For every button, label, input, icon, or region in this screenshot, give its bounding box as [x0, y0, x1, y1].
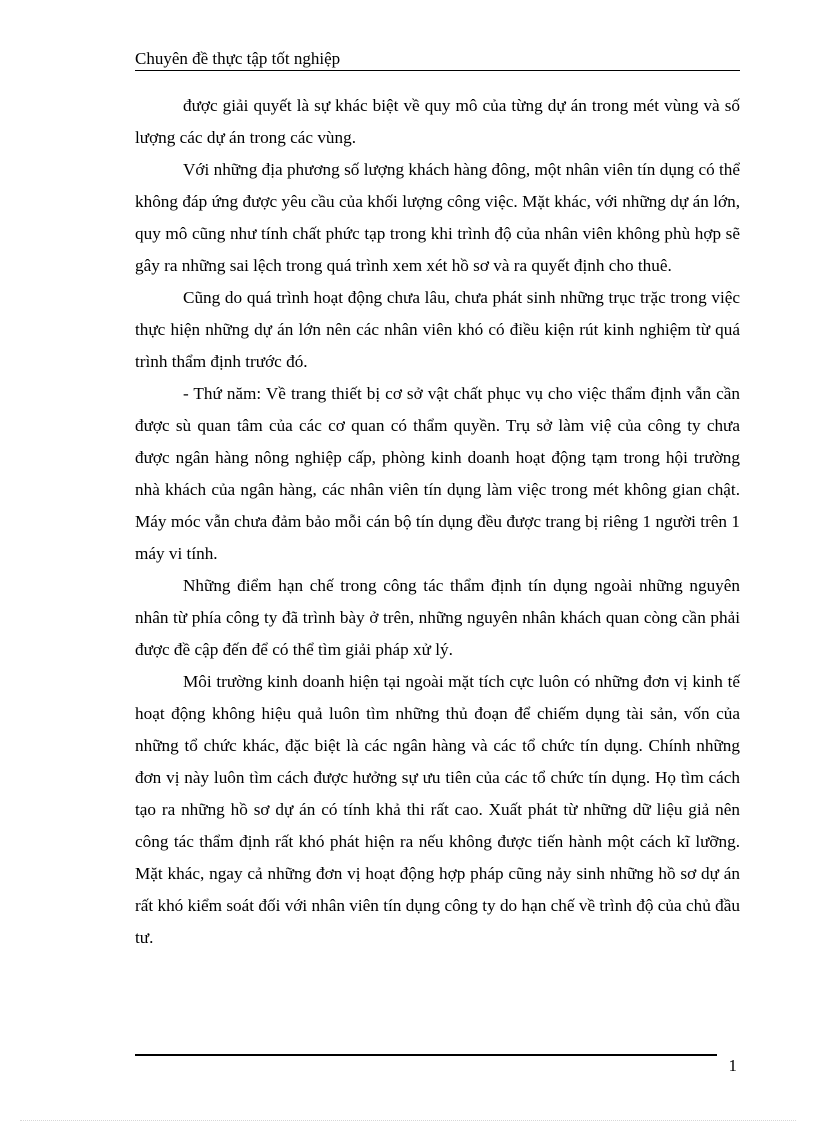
page-edge-divider	[20, 1120, 796, 1121]
header-rule	[135, 70, 740, 71]
paragraph: được giải quyết là sự khác biệt về quy mô của từng dự án trong mét vùng và số lượng các dự án trong các vùng.	[135, 96, 740, 147]
page-header-title: Chuyên đề thực tập tốt nghiệp	[135, 49, 341, 68]
paragraph: - Thứ năm: Về trang thiết bị cơ sở vật chất phục vụ cho việc thẩm định vẫn cần được sù quan tâm của các cơ quan có thẩm quyền. Trụ sở làm việ của công ty chưa được ngân hàng nông nghiệp cấp, phòng kinh doanh hoạt động tạm trong hội trường nhà khách của ngân hàng, các nhân viên tín dụng làm việc trong mét không gian chật. Máy móc vẫn chưa đảm bảo mỗi cán bộ tín dụng đều được trang bị riêng 1 người trên 1 máy vi tính.	[135, 384, 740, 563]
paragraph: Cũng do quá trình hoạt động chưa lâu, chưa phát sinh những trục trặc trong việc thực hiện những dự án lớn nên các nhân viên khó có điều kiện rút kinh nghiệm từ quá trình thẩm định trước đó.	[135, 288, 740, 371]
paragraph: Những điểm hạn chế trong công tác thẩm định tín dụng ngoài những nguyên nhân từ phía công ty đã trình bày ở trên, những nguyên nhân khách quan còng cần phải được đề cập đến để có thể tìm giải pháp xử lý.	[135, 576, 740, 659]
footer-rule	[135, 1054, 717, 1056]
paragraph: Môi trường kinh doanh hiện tại ngoài mặt tích cực luôn có những đơn vị kinh tế hoạt động không hiệu quả luôn tìm những thủ đoạn để chiếm dụng tài sản, vốn của những tổ chức khác, đặc biệt là các ngân hàng và các tổ chức tín dụng. Chính những đơn vị này luôn tìm cách được hưởng sự ưu tiên của các tổ chức tín dụng. Họ tìm cách tạo ra những hồ sơ dự án có tính khả thi rất cao. Xuất phát từ những dữ liệu giả nên công tác thẩm định rất khó phát hiện ra nếu không được tiến hành một cách kĩ lưỡng. Mặt khác, ngay cả những đơn vị hoạt động hợp pháp cũng nảy sinh những hồ sơ dự án rất khó kiểm soát đối với nhân viên tín dụng công ty do hạn chế về trình độ của chủ đầu tư.	[135, 672, 740, 947]
body-text	[135, 90, 740, 954]
page-number: 1	[728, 1056, 737, 1075]
paragraph: Với những địa phương số lượng khách hàng đông, một nhân viên tín dụng có thể không đáp ứng được yêu cầu của khối lượng công việc. Mặt khác, với những dự án lớn, quy mô cũng như tính chất phức tạp trong khi trình độ của nhân viên không phù hợp sẽ gây ra những sai lệch trong quá trình xem xét hồ sơ và ra quyết định cho thuê.	[135, 160, 740, 275]
